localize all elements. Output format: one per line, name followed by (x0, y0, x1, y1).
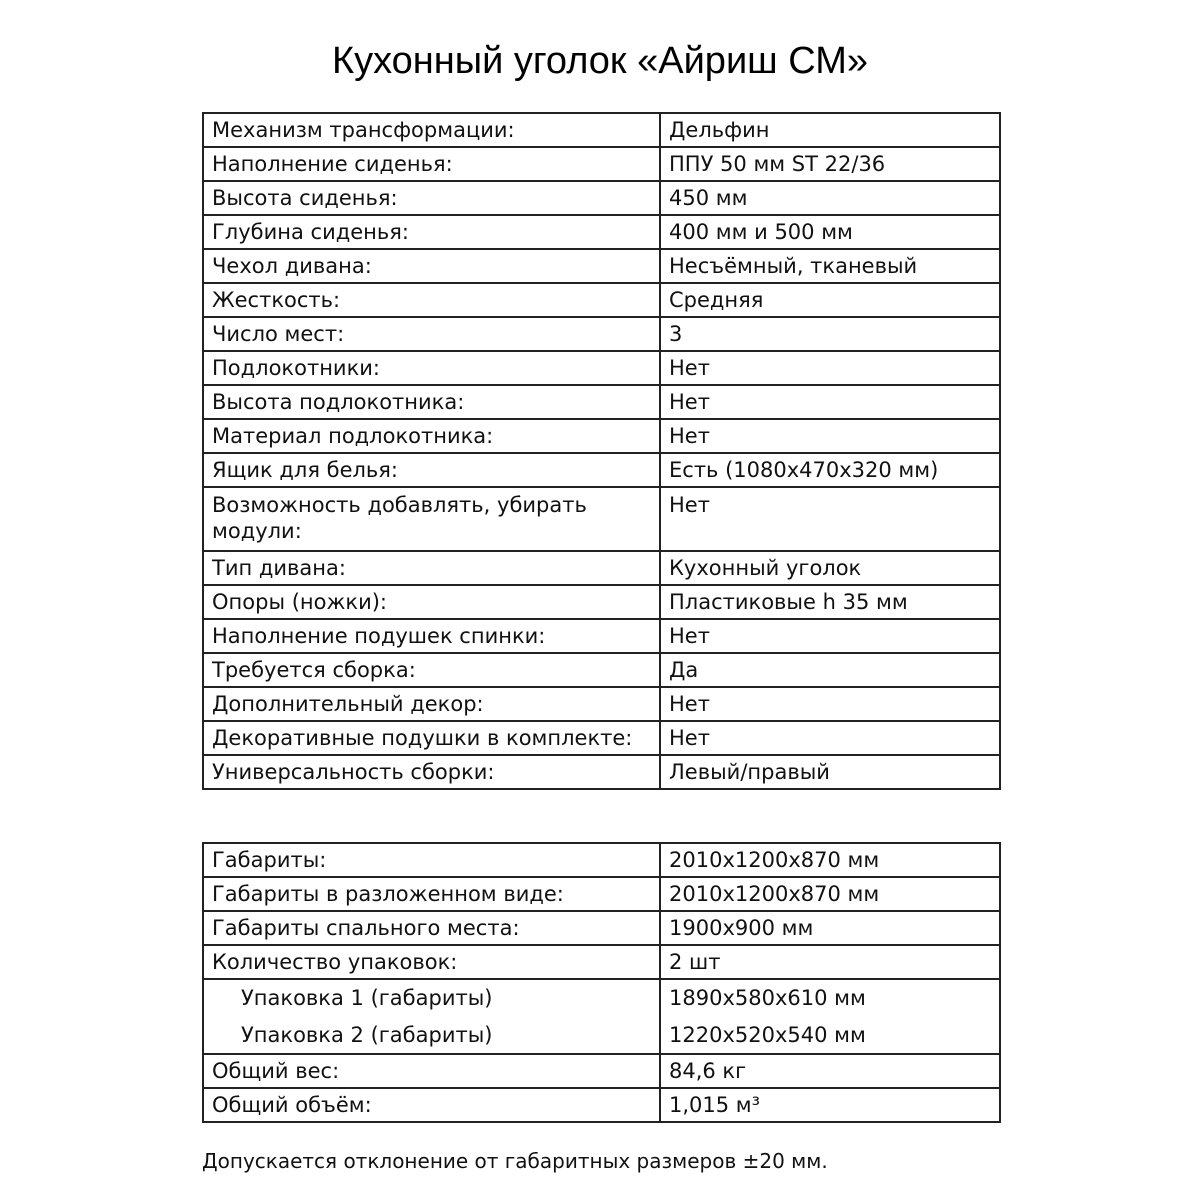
table-row (203, 385, 1000, 419)
tolerance-note: Допускается отклонение от габаритных размеров ±20 мм. (202, 1149, 828, 1173)
page-title: Кухонный уголок «Айриш СМ» (331, 40, 869, 82)
dimension-value: 2010х1200х870 мм (660, 843, 1000, 877)
spec-value: Да (660, 653, 1000, 687)
table-row (203, 979, 1000, 1016)
dimension-label: Габариты в разложенном виде: (203, 877, 660, 911)
table-row (203, 113, 1000, 147)
spec-label: Возможность добавлять, убирать модули: (203, 487, 660, 551)
spec-value: Нет (660, 351, 1000, 385)
spec-label: Высота сиденья: (203, 181, 660, 215)
spec-value: Средняя (660, 283, 1000, 317)
spec-label: Число мест: (203, 317, 660, 351)
spec-label: Дополнительный декор: (203, 687, 660, 721)
spec-label: Наполнение подушек спинки: (203, 619, 660, 653)
table-row (203, 317, 1000, 351)
spec-label: Жесткость: (203, 283, 660, 317)
table-row (203, 653, 1000, 687)
spec-value: Левый/правый (660, 755, 1000, 789)
table-row (203, 487, 1000, 551)
table-row (203, 215, 1000, 249)
table-row (203, 351, 1000, 385)
spec-label: Тип дивана: (203, 551, 660, 585)
spec-label: Требуется сборка: (203, 653, 660, 687)
table-row (203, 1054, 1000, 1088)
spec-label: Чехол дивана: (203, 249, 660, 283)
spec-value: 3 (660, 317, 1000, 351)
table-row (203, 551, 1000, 585)
table-row (203, 283, 1000, 317)
spec-label: Наполнение сиденья: (203, 147, 660, 181)
spec-label: Глубина сиденья: (203, 215, 660, 249)
table-row (203, 249, 1000, 283)
dimension-label: Количество упаковок: (203, 945, 660, 979)
spec-label: Опоры (ножки): (203, 585, 660, 619)
table-row (203, 147, 1000, 181)
dimension-value: 84,6 кг (660, 1054, 1000, 1088)
spec-value: Дельфин (660, 113, 1000, 147)
table-row (203, 619, 1000, 653)
package-value: 1220х520х540 мм (660, 1016, 1000, 1054)
table-row (203, 1088, 1000, 1122)
spec-value: Нет (660, 487, 1000, 551)
table-row (203, 877, 1000, 911)
spec-label: Декоративные подушки в комплекте: (203, 721, 660, 755)
spec-value: Пластиковые h 35 мм (660, 585, 1000, 619)
dimension-label: Общий объём: (203, 1088, 660, 1122)
spec-value: Нет (660, 619, 1000, 653)
dimension-value: 2 шт (660, 945, 1000, 979)
table-row (203, 453, 1000, 487)
dimension-label: Общий вес: (203, 1054, 660, 1088)
spec-value: Несъёмный, тканевый (660, 249, 1000, 283)
package-value: 1890х580х610 мм (660, 979, 1000, 1016)
spec-label: Механизм трансформации: (203, 113, 660, 147)
dimension-value: 2010х1200х870 мм (660, 877, 1000, 911)
table-row (203, 419, 1000, 453)
table-row (203, 687, 1000, 721)
package-label: Упаковка 1 (габариты) (203, 979, 660, 1016)
spec-value: Нет (660, 687, 1000, 721)
table-row (203, 755, 1000, 789)
spec-label: Ящик для белья: (203, 453, 660, 487)
table-row (203, 721, 1000, 755)
dimensions-table (202, 842, 1001, 1123)
dimension-value: 1900х900 мм (660, 911, 1000, 945)
dimension-value: 1,015 м³ (660, 1088, 1000, 1122)
spec-value: Нет (660, 721, 1000, 755)
table-row (203, 181, 1000, 215)
table-row (203, 843, 1000, 877)
spec-label: Универсальность сборки: (203, 755, 660, 789)
spec-value: 450 мм (660, 181, 1000, 215)
spec-value: 400 мм и 500 мм (660, 215, 1000, 249)
dimension-label: Габариты: (203, 843, 660, 877)
spec-value: Кухонный уголок (660, 551, 1000, 585)
dimension-label: Габариты спального места: (203, 911, 660, 945)
spec-label: Высота подлокотника: (203, 385, 660, 419)
spec-value: Нет (660, 385, 1000, 419)
table-row (203, 585, 1000, 619)
table-row (203, 911, 1000, 945)
spec-label: Материал подлокотника: (203, 419, 660, 453)
table-row (203, 945, 1000, 979)
package-label: Упаковка 2 (габариты) (203, 1016, 660, 1054)
specs-table (202, 112, 1001, 790)
table-row (203, 1016, 1000, 1054)
spec-label: Подлокотники: (203, 351, 660, 385)
spec-value: Нет (660, 419, 1000, 453)
spec-value: ППУ 50 мм ST 22/36 (660, 147, 1000, 181)
spec-value: Есть (1080х470х320 мм) (660, 453, 1000, 487)
